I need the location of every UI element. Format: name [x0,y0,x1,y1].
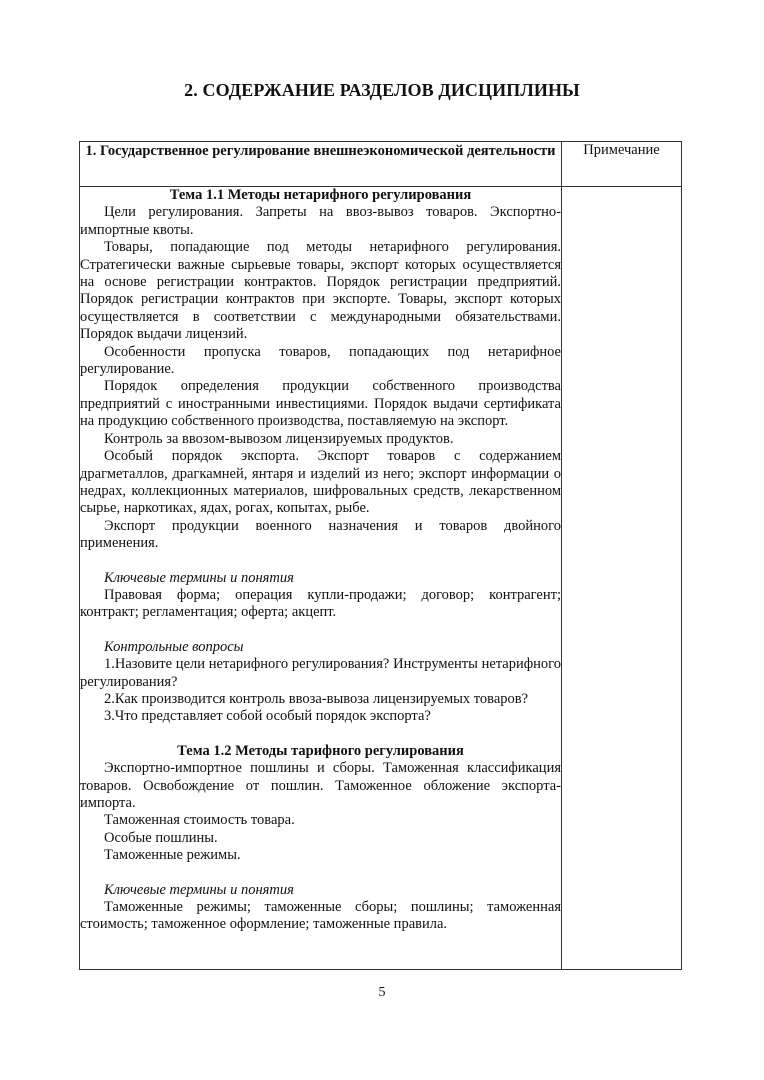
question-item: 1.Назовите цели нетарифного регулирования? Инструменты нетарифного регулирования? [80,656,561,690]
spacer [80,622,561,639]
paragraph: Таможенные режимы. [104,847,241,864]
paragraph: Особый порядок экспорта. Экспорт товаров с содержанием драгметаллов, драгкамней, янтаря и изделий из него; экспорт информации о недрах, коллекционных материалов, шифровальных средств, лекарственном сырье, наркотиках, ядах, рогах, копытах, рыбе. [80,448,561,517]
key-terms-label: Ключевые термины и понятия [104,569,294,586]
section-title: 1. Государственное регулирование внешнеэкономической деятельности [80,142,562,187]
question-item: 2.Как производится контроль ввоза-вывоза лицензируемых товаров? [104,690,529,707]
content-table [79,141,682,970]
topic-2-title: Тема 1.2 Методы тарифного регулирования [177,742,464,759]
paragraph: Цели регулирования. Запреты на ввоз-вывоз товаров. Экспортно-импортные квоты. [80,204,561,238]
spacer [80,553,561,570]
spacer [80,726,561,743]
section-content [80,187,562,970]
paragraph: Товары, попадающие под методы нетарифного регулирования. Стратегически важные сырьевые товары, экспорт которых осуществляется на основе регистрации контрактов. Порядок регистрации предприятий. Порядок регистрации контрактов при экспорте. Товары, экспорт которых осуществляется в соответствии с международными обязательствами. Порядок выдачи лицензий. [80,239,561,343]
paragraph: Порядок определения продукции собственного производства предприятий с иностранными инвестициями. Порядок выдачи сертификата на продукцию собственного производства, поставляемую на экспорт. [80,378,561,430]
paragraph: Особенности пропуска товаров, попадающих под нетарифное регулирование. [80,343,561,378]
note-column-header: Примечание [562,142,682,187]
paragraph: Контроль за ввозом-вывозом лицензируемых продуктов. [104,430,454,447]
key-terms-text: Правовая форма; операция купли-продажи; договор; контрагент; контракт; регламентация; оферта; акцепт. [80,586,561,621]
key-terms-text: Таможенные режимы; таможенные сборы; пошлины; таможенная стоимость; таможенное оформление; таможенные правила. [80,899,561,933]
paragraph: Экспорт продукции военного назначения и товаров двойного применения. [80,517,561,552]
topic-1-title: Тема 1.1 Методы нетарифного регулирования [169,187,472,203]
paragraph: Таможенная стоимость товара. [104,812,295,829]
control-questions-label: Контрольные вопросы [104,638,244,655]
page-number: 5 [378,985,386,1000]
paragraph: Особые пошлины. [104,829,218,846]
question-item: 3.Что представляет собой особый порядок экспорта? [104,708,431,725]
table-body-row [80,187,682,970]
key-terms-label: Ключевые термины и понятия [104,881,294,898]
table-header-row [80,142,682,187]
note-column [562,187,682,970]
page-title: 2. СОДЕРЖАНИЕ РАЗДЕЛОВ ДИСЦИПЛИНЫ [184,80,580,100]
paragraph: Экспортно-импортное пошлины и сборы. Таможенная классификация товаров. Освобождение от пошлин. Таможенное обложение экспорта-импорта. [80,760,561,811]
spacer [80,865,561,882]
